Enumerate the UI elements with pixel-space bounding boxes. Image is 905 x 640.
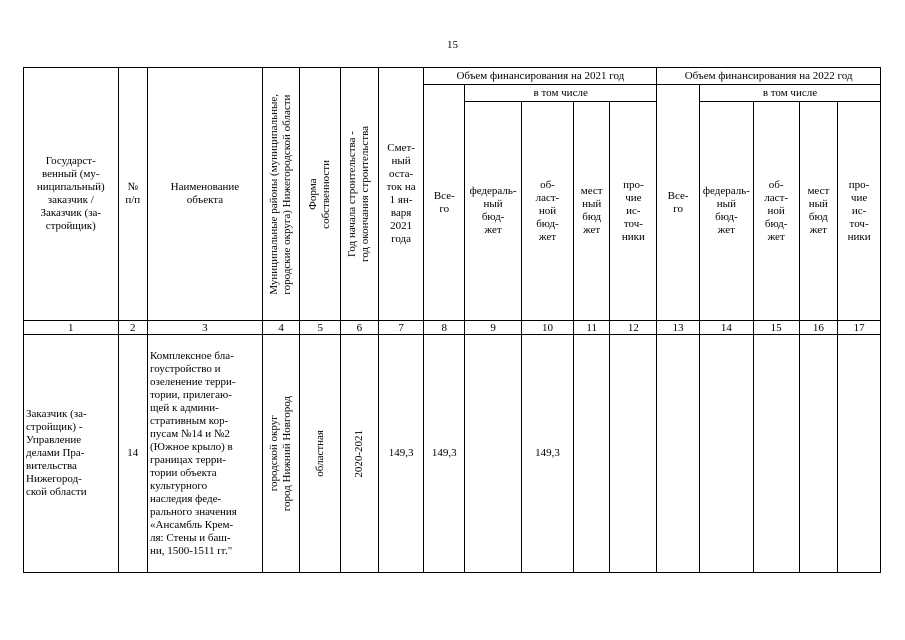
col-number: 5: [300, 321, 341, 335]
row-federal-2021: [465, 335, 522, 573]
row-years: 2020-2021: [341, 335, 379, 573]
col-number: 10: [522, 321, 574, 335]
col-number: 13: [657, 321, 700, 335]
row-local-2021: [573, 335, 610, 573]
col-number: 14: [699, 321, 753, 335]
row-num: 14: [118, 335, 147, 573]
header-incl-2022: в том числе: [699, 85, 880, 102]
row-regional-2022: [753, 335, 799, 573]
header-regional-2021: об- ласт- ной бюд- жет: [522, 102, 574, 321]
header-num: № п/п: [118, 68, 147, 321]
row-total-2021: 149,3: [424, 335, 465, 573]
col-number: 17: [838, 321, 881, 335]
header-fin-2022: Объем финансирования на 2022 год: [657, 68, 881, 85]
col-number: 7: [378, 321, 424, 335]
row-estimate-balance: 149,3: [378, 335, 424, 573]
row-local-2022: [799, 335, 838, 573]
col-number: 12: [610, 321, 657, 335]
col-number: 8: [424, 321, 465, 335]
header-local-2022: мест ный бюд жет: [799, 102, 838, 321]
col-number: 3: [148, 321, 263, 335]
col-number: 16: [799, 321, 838, 335]
col-number: 11: [573, 321, 610, 335]
row-municipality: городской округ город Нижний Новгород: [262, 335, 300, 573]
header-customer: Государст- венный (му- ниципальный) заказчик / Заказчик (за- стройщик): [24, 68, 119, 321]
col-number: 2: [118, 321, 147, 335]
column-numbers-row: [24, 321, 881, 335]
page-number: 15: [447, 39, 458, 51]
row-ownership: областная: [300, 335, 341, 573]
row-total-2022: [657, 335, 700, 573]
header-ownership: Форма собственности: [300, 68, 341, 321]
header-other-2022: про- чие ис- точ- ники: [838, 102, 881, 321]
row-other-2021: [610, 335, 657, 573]
header-fin-2021: Объем финансирования на 2021 год: [424, 68, 657, 85]
row-federal-2022: [699, 335, 753, 573]
header-incl-2021: в том числе: [465, 85, 657, 102]
col-number: 15: [753, 321, 799, 335]
row-other-2022: [838, 335, 881, 573]
financing-table: [23, 67, 881, 573]
header-local-2021: мест ный бюд жет: [573, 102, 610, 321]
header-federal-2021: федераль- ный бюд- жет: [465, 102, 522, 321]
row-regional-2021: 149,3: [522, 335, 574, 573]
col-number: 6: [341, 321, 379, 335]
col-number: 1: [24, 321, 119, 335]
col-number: 4: [262, 321, 300, 335]
header-object-name: Наименование объекта: [148, 68, 263, 321]
col-number: 9: [465, 321, 522, 335]
header-total-2021: Все- го: [424, 85, 465, 321]
header-estimate-balance: Смет- ный оста- ток на 1 ян- варя 2021 года: [378, 68, 424, 321]
row-customer: Заказчик (за- стройщик) - Управление делами Пра- вительства Нижегород- ской области: [24, 335, 119, 573]
table-row: [24, 335, 881, 573]
header-row-1: [24, 68, 881, 85]
header-construction-years: Год начала строительства - год окончания строительства: [341, 68, 379, 321]
header-other-2021: про- чие ис- точ- ники: [610, 102, 657, 321]
header-municipality: Муниципальные районы (муниципальные, городские округа) Нижегородской области: [262, 68, 300, 321]
row-object-name: Комплексное бла- гоустройство и озеленение терри- тории, прилегаю- щей к админи- стративным кор- пусам №14 и №2 (Южное крыло) в границах терри- тории объекта культурного наследия феде- рального значения «Ансамбль Крем- ля: Стены и баш- ни, 1500-1511 гг.": [148, 335, 263, 573]
header-regional-2022: об- ласт- ной бюд- жет: [753, 102, 799, 321]
header-federal-2022: федераль- ный бюд- жет: [699, 102, 753, 321]
header-total-2022: Все- го: [657, 85, 700, 321]
